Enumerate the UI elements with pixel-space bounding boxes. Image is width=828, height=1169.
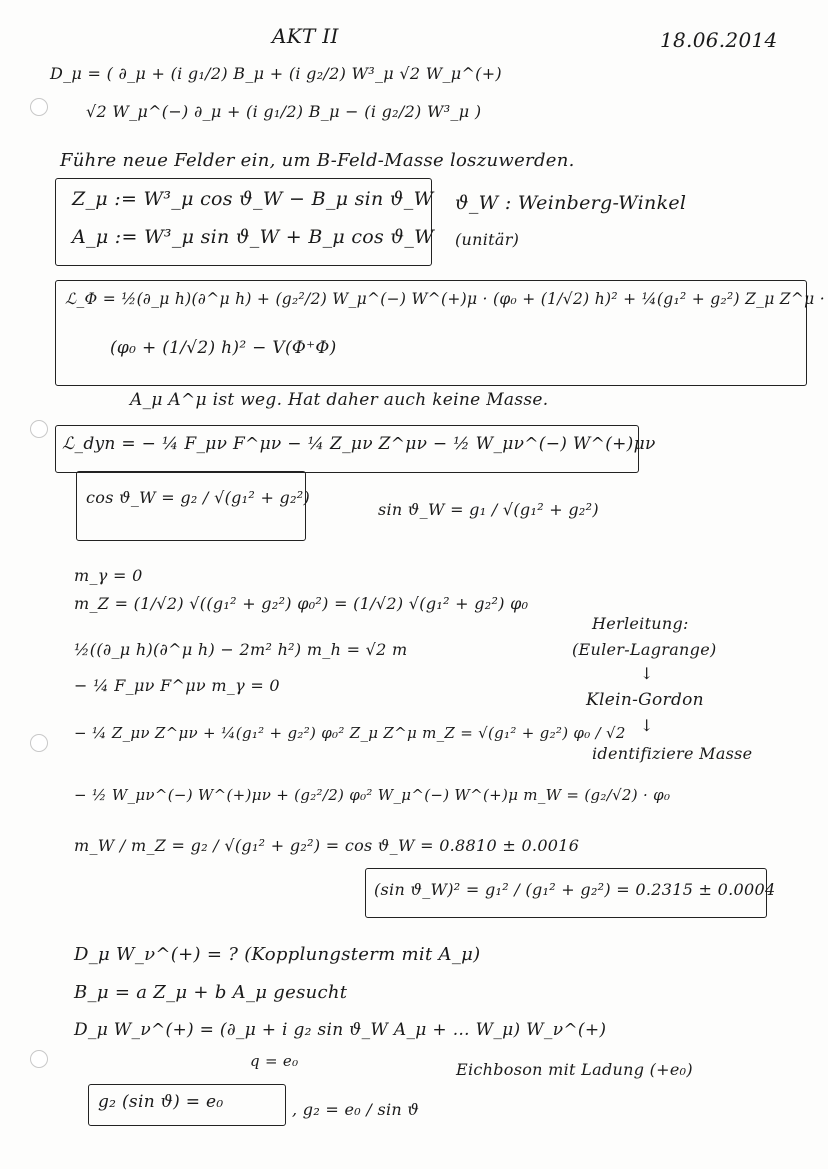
z-field-definition: Z_μ := W³_μ cos ϑ_W − B_μ sin ϑ_W — [72, 188, 434, 210]
derivation-label: Herleitung: — [592, 614, 689, 633]
z-mass-derivation: m_Z = (1/√2) √((g₁² + g₂²) φ₀²) = (1/√2) √(g₁² + g₂²) φ₀ — [74, 594, 529, 613]
gauge-boson-charge-note: Eichboson mit Ladung (+e₀) — [456, 1060, 693, 1079]
page-date: 18.06.2014 — [660, 28, 778, 52]
w-covariant-derivative: D_μ W_ν^(+) = (∂_μ + i g₂ sin ϑ_W A_μ + … W_μ) W_ν^(+) — [74, 1020, 607, 1040]
higgs-kinetic-term: ½((∂_μ h)(∂^μ h) − 2m² h²) m_h = √2 m — [74, 640, 408, 659]
coupling-solution: , g₂ = e₀ / sin ϑ — [292, 1100, 420, 1119]
identify-mass-label: identifiziere Masse — [592, 744, 753, 763]
covariant-derivative-row-2: √2 W_μ^(−) ∂_μ + (i g₁/2) B_μ − (i g₂/2) W³_μ ) — [86, 102, 482, 121]
higgs-lagrangian-line-1: ℒ_Φ = ½(∂_μ h)(∂^μ h) + (g₂²/2) W_μ^(−) W^(+)μ · (φ₀ + (1/√2) h)² + ¼(g₁² + g₂²) Z_μ Z^μ · — [65, 290, 825, 308]
arrow-down-icon: ↓ — [640, 664, 654, 683]
a-field-definition: A_μ := W³_μ sin ϑ_W + B_μ cos ϑ_W — [72, 226, 434, 248]
sin-squared-weinberg: (sin ϑ_W)² = g₁² / (g₁² + g₂²) = 0.2315 ± 0.0004 — [374, 880, 776, 899]
cos-weinberg-angle: cos ϑ_W = g₂ / √(g₁² + g₂²) — [86, 488, 311, 507]
arrow-down-icon: ↓ — [640, 716, 654, 735]
photon-massless-note: A_μ A^μ ist weg. Hat daher auch keine Masse. — [130, 390, 549, 410]
b-field-ansatz: B_μ = a Z_μ + b A_μ gesucht — [74, 982, 348, 1003]
klein-gordon-label: Klein-Gordon — [586, 690, 704, 710]
photon-kinetic-term: − ¼ F_μν F^μν m_γ = 0 — [74, 676, 280, 695]
punch-hole — [30, 420, 48, 438]
charge-identification: q = e₀ — [250, 1052, 299, 1070]
mass-ratio-cos-weinberg: m_W / m_Z = g₂ / √(g₁² + g₂²) = cos ϑ_W = 0.8810 ± 0.0016 — [74, 836, 580, 855]
weinberg-angle-note: ϑ_W : Weinberg-Winkel — [455, 192, 687, 214]
introduce-new-fields-note: Führe neue Felder ein, um B-Feld-Masse loszuwerden. — [60, 150, 575, 171]
punch-hole — [30, 98, 48, 116]
sin-weinberg-angle: sin ϑ_W = g₁ / √(g₁² + g₂²) — [378, 500, 599, 519]
dynamic-lagrangian: ℒ_dyn = − ¼ F_μν F^μν − ¼ Z_μν Z^μν − ½ W_μν^(−) W^(+)μν — [62, 434, 656, 454]
page-title: AKT II — [272, 24, 339, 48]
unitary-note: (unitär) — [455, 230, 520, 249]
w-mass-term: − ½ W_μν^(−) W^(+)μν + (g₂²/2) φ₀² W_μ^(−) W^(+)μ m_W = (g₂/√2) · φ₀ — [74, 786, 671, 804]
coupling-question: D_μ W_ν^(+) = ? (Kopplungsterm mit A_μ) — [74, 944, 481, 965]
photon-mass-zero: m_γ = 0 — [74, 566, 143, 585]
higgs-lagrangian-line-2: (φ₀ + (1/√2) h)² − V(Φ⁺Φ) — [110, 338, 337, 358]
z-mass-term: − ¼ Z_μν Z^μν + ¼(g₁² + g₂²) φ₀² Z_μ Z^μ m_Z = √(g₁² + g₂²) φ₀ / √2 — [74, 724, 626, 742]
charge-relation: g₂ (sin ϑ) = e₀ — [98, 1092, 224, 1112]
covariant-derivative-row-1: D_μ = ( ∂_μ + (i g₁/2) B_μ + (i g₂/2) W³_μ √2 W_μ^(+) — [50, 64, 502, 83]
euler-lagrange-label: (Euler-Lagrange) — [572, 640, 717, 659]
punch-hole — [30, 734, 48, 752]
punch-hole — [30, 1050, 48, 1068]
